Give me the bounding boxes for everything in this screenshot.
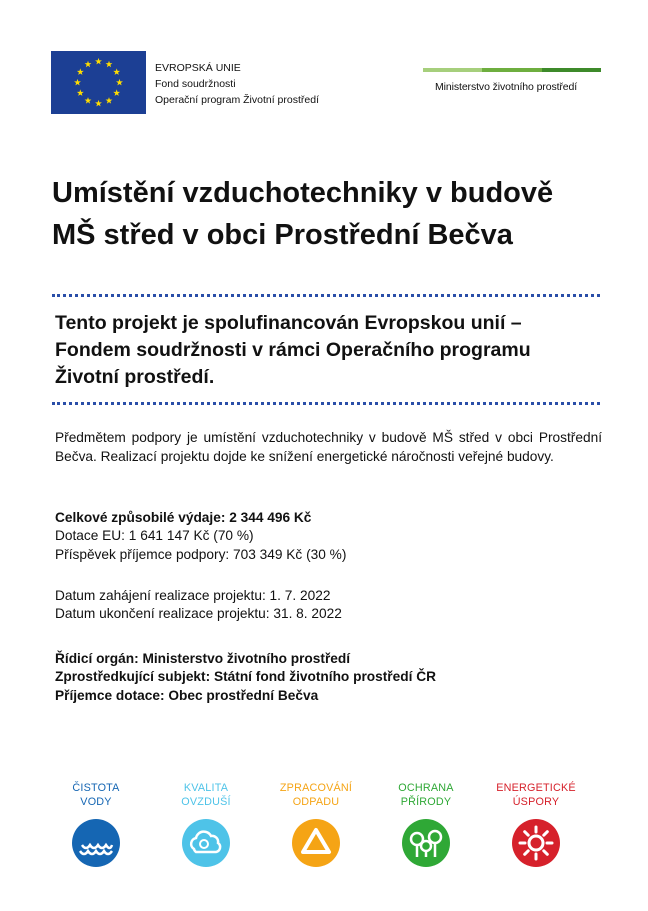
end-date: Datum ukončení realizace projektu: 31. 8. 2022 (55, 606, 342, 622)
eu-star-icon (106, 61, 113, 68)
eu-line-union: EVROPSKÁ UNIE (155, 62, 241, 74)
project-description: Předmětem podpory je umístění vzduchotechniky v budově MŠ střed v obci Prostřední Bečva. Realizací projektu dojde ke snížení energetické náročnosti veřejné budovy. (55, 430, 602, 464)
category-label (481, 781, 591, 811)
project-dates (55, 587, 342, 624)
cost-summary (55, 509, 346, 564)
water-icon (72, 819, 120, 867)
ministry-color-bar (423, 68, 601, 72)
category-label-line-2: OVZDUŠÍ (181, 796, 231, 808)
title-line-2: MŠ střed v obci Prostřední Bečva (52, 219, 513, 251)
category-label-line-1: OCHRANA (398, 782, 454, 794)
ministry-logo (423, 68, 601, 93)
total-costs: Celkové způsobilé výdaje: 2 344 496 Kč (55, 510, 312, 525)
nature-icon (402, 819, 450, 867)
category-label-line-2: VODY (80, 796, 112, 808)
category-label-line-2: PŘÍRODY (400, 796, 452, 808)
grant-recipient: Příjemce dotace: Obec prostřední Bečva (55, 687, 319, 703)
category-label-line-1: ČISTOTA (72, 782, 120, 794)
recipient-contribution: Příspěvek příjemce podpory: 703 349 Kč (30 %) (55, 546, 347, 562)
eu-text-block (155, 60, 319, 108)
ministry-bar-segment-1 (423, 68, 482, 72)
category-label (261, 781, 371, 811)
eu-star-icon (113, 89, 120, 96)
ministry-bar-segment-3 (542, 68, 601, 72)
category-label (371, 781, 481, 811)
eu-star-icon (113, 68, 120, 75)
eu-star-icon (85, 97, 92, 104)
category-label-line-1: KVALITA (183, 782, 229, 794)
title-line-1: Umístění vzduchotechniky v budově (52, 177, 554, 209)
eu-star-icon (116, 79, 123, 86)
eu-star-icon (85, 61, 92, 68)
waste-icon (292, 819, 340, 867)
eu-star-icon (77, 89, 84, 96)
program-categories (48, 781, 628, 871)
category-waste (261, 781, 371, 872)
dotted-divider-bottom (52, 402, 600, 405)
category-label-line-2: ODPADU (292, 796, 340, 808)
category-label (41, 781, 151, 811)
category-label-line-1: ENERGETICKÉ (496, 782, 576, 794)
eu-flag-logo (51, 51, 146, 114)
subtitle-line-3: Životní prostředí. (55, 366, 215, 388)
eu-star-icon (74, 79, 81, 86)
subtitle-line-1: Tento projekt je spolufinancován Evropskou unií – (55, 312, 522, 334)
eu-line-program: Operační program Životní prostředí (155, 94, 319, 106)
category-label-line-1: ZPRACOVÁNÍ (279, 782, 353, 794)
project-title (52, 172, 612, 256)
category-nature (371, 781, 481, 872)
category-water (41, 781, 151, 872)
ministry-bar-segment-2 (482, 68, 541, 72)
category-label-line-2: ÚSPORY (512, 796, 560, 808)
eu-star-icon (95, 58, 102, 65)
responsible-bodies (55, 650, 436, 705)
energy-icon (512, 819, 560, 867)
subtitle-line-2: Fondem soudržnosti v rámci Operačního programu (55, 339, 531, 361)
managing-authority: Řídicí orgán: Ministerstvo životního prostředí (55, 651, 351, 666)
start-date: Datum zahájení realizace projektu: 1. 7. 2022 (55, 588, 331, 603)
eu-star-icon (106, 97, 113, 104)
eu-star-icon (77, 68, 84, 75)
category-air (151, 781, 261, 872)
eu-star-icon (95, 100, 102, 107)
cofinancing-statement (55, 310, 615, 391)
intermediate-body: Zprostředkující subjekt: Státní fond životního prostředí ČR (55, 669, 436, 685)
eu-grant: Dotace EU: 1 641 147 Kč (70 %) (55, 528, 254, 544)
dotted-divider-top (52, 294, 600, 297)
air-icon (182, 819, 230, 867)
category-label (151, 781, 261, 811)
ministry-name: Ministerstvo životního prostředí (435, 81, 578, 93)
eu-line-fund: Fond soudržnosti (155, 78, 236, 90)
category-energy (481, 781, 591, 872)
